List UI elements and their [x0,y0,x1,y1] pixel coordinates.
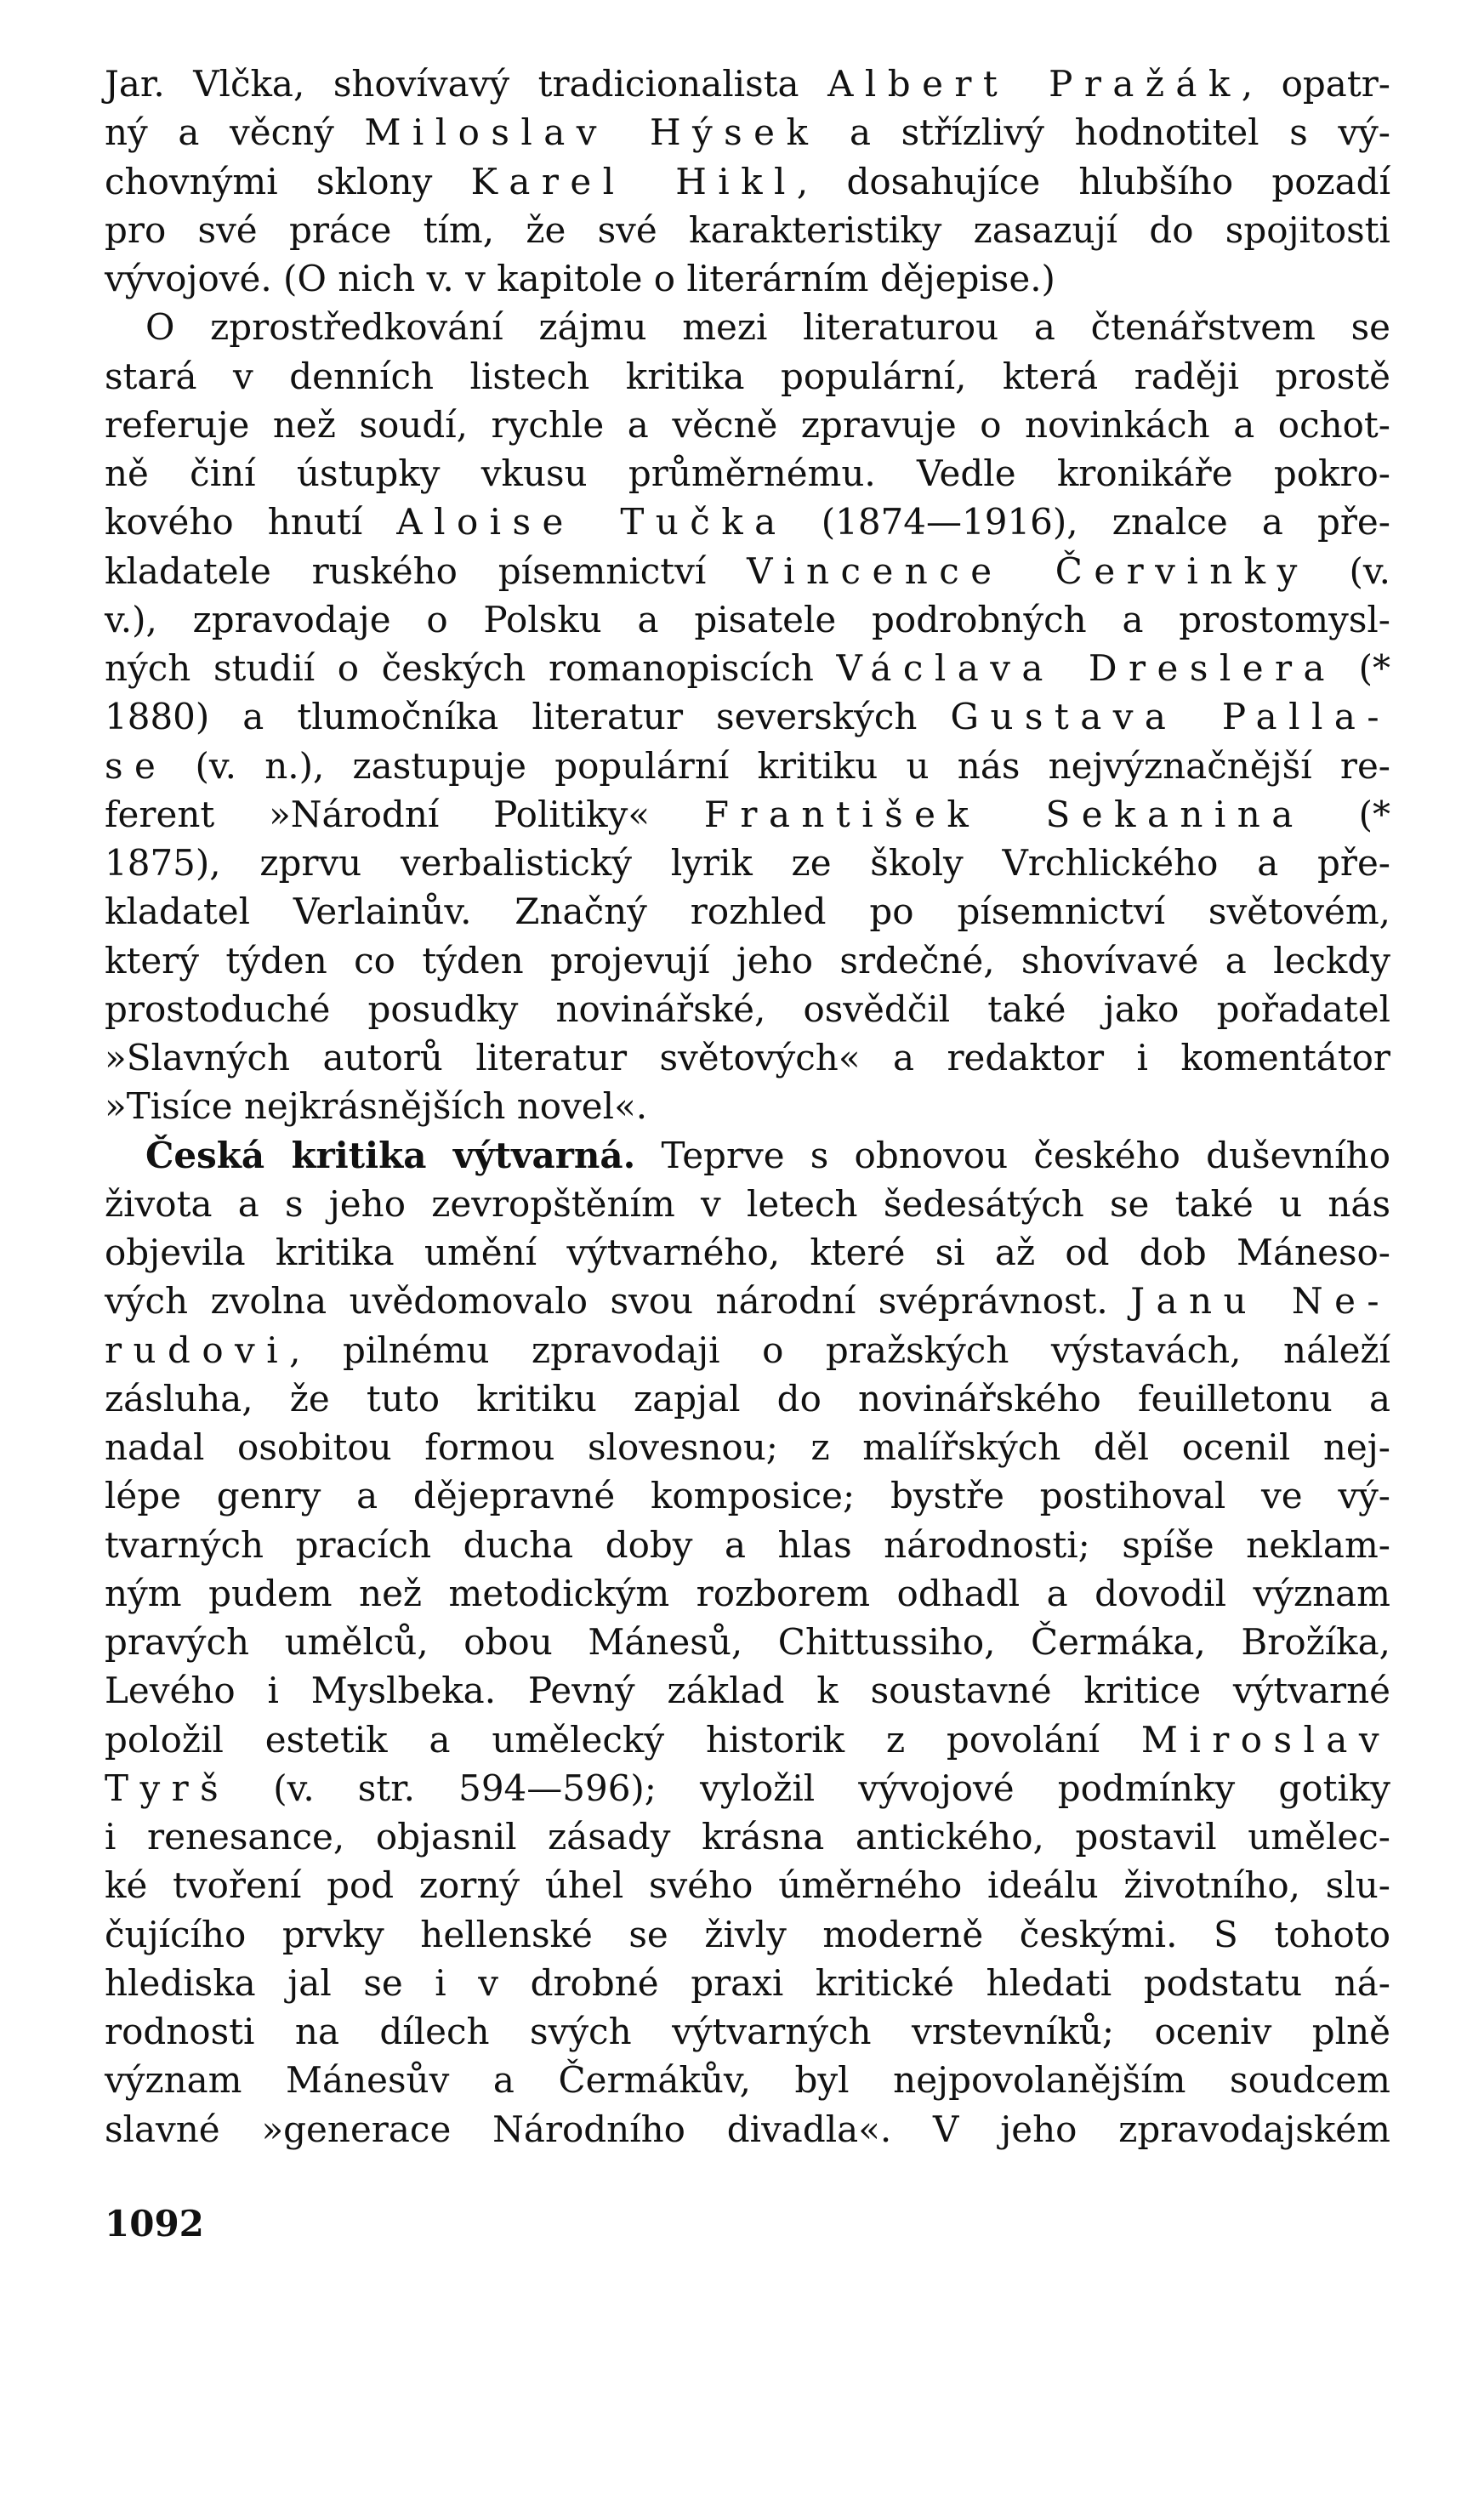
text-line [105,1228,1390,1277]
text-line [105,1569,1390,1618]
text-line [105,352,1390,401]
text-line [105,2056,1390,2104]
text-line [105,1471,1390,1520]
text-line [105,1861,1390,1909]
text-run: tvarných pracích ducha doby a hlas národnosti; spíše neklam- [105,1523,1390,1566]
text-line [105,742,1390,790]
text-run: položil estetik a umělecký historik z povolání [105,1718,1141,1761]
page-number: 1092 [105,2203,204,2245]
text-line [105,1326,1390,1374]
text-line [105,2105,1390,2154]
text-line [105,1666,1390,1715]
text-line [105,1716,1390,1764]
text-run: který týden co týden projevují jeho srdečné, shovívavé a leckdy [105,939,1390,982]
text-line [105,254,1390,303]
text-run: kladatele ruského písemnictví [105,549,748,592]
text-line [105,60,1390,108]
text-run: lépe genry a dějepravné komposice; bystře postihoval ve vý- [105,1475,1390,1517]
text-line [105,206,1390,254]
text-line [105,547,1390,595]
text-run: význam Mánesův a Čermákův, byl nejpovolanějším soudcem [105,2059,1390,2102]
text-run: objevila kritika umění výtvarného, které si až od dob Máneso- [105,1232,1390,1273]
spaced-name: Albert Pražák [827,63,1242,105]
text-line [105,2007,1390,2056]
text-run: rodnosti na dílech svých výtvarných vrstevníků; oceniv plně [105,2011,1390,2052]
text-line [105,1764,1390,1812]
text-run: v.), zpravodaje o Polsku a pisatele podrobných a prostomysl- [105,598,1390,640]
text-run: stará v denních listech kritika populární, která raději prostě [105,355,1390,397]
text-run: (* [1336,647,1390,689]
spaced-name: se [105,744,168,787]
page-body [105,60,1390,2154]
text-line [105,401,1390,449]
spaced-name: Janu Ne- [1130,1280,1390,1323]
text-line [105,1812,1390,1861]
text-line [105,303,1390,351]
text-run: vývojové. (O nich v. v kapitole o literárním dějepise.) [105,258,1055,299]
text-line [105,692,1390,741]
text-run: a střízlivý hodnotitel s vý- [819,111,1390,154]
text-line [105,108,1390,156]
text-line [105,839,1390,887]
text-run: pravých umělců, obou Mánesů, Chittussiho, Čermáka, Brožíka, [105,1621,1390,1663]
text-run: , pilnému zpravodaji o pražských výstavách, náleží [289,1329,1390,1371]
text-run: chovnými sklony [105,160,471,202]
text-line [105,1277,1390,1325]
text-line [105,936,1390,985]
text-line [105,498,1390,546]
text-run: »Slavných autorů literatur světových« a redaktor i komentátor [105,1037,1390,1078]
text-line [105,449,1390,498]
text-run: kového hnutí [105,501,397,543]
text-line [105,887,1390,936]
spaced-name: Miloslav Hýsek [364,111,820,154]
text-run: hlediska jal se i v drobné praxi kritické hledati podstatu ná- [105,1961,1390,2004]
text-run: referuje než soudí, rychle a věcně zpravuje o novinkách a ochot- [105,403,1390,446]
text-run: prostoduché posudky novinářské, osvědčil také jako pořadatel [105,987,1390,1030]
text-run: 1880) a tlumočníka literatur severských [105,696,951,738]
text-run: ké tvoření pod zorný úhel svého úměrného ideálu životního, slu- [105,1864,1390,1907]
text-line [105,1959,1390,2007]
text-run: 1875), zprvu verbalistický lyrik ze školy Vrchlického a pře- [105,842,1390,884]
text-run: , dosahujíce hlubšího pozadí [796,160,1390,202]
text-run: (v. str. 594—596); vyložil vývojové podmínky gotiky [230,1767,1390,1809]
spaced-name: rudovi [105,1329,290,1371]
text-run: vých zvolna uvědomovalo svou národní svéprávnost. [105,1280,1131,1323]
text-run: slavné »generace Národního divadla«. V jeho zpravodajském [105,2108,1390,2150]
text-line [105,790,1390,839]
text-line [105,1374,1390,1423]
text-line [105,985,1390,1033]
text-run: ným pudem než metodickým rozborem odhadl a dovodil význam [105,1572,1390,1614]
text-line [105,1180,1390,1228]
spaced-name: Aloise Tučka [396,501,787,543]
spaced-name: Tyrš [105,1767,230,1809]
text-run: ně činí ústupky vkusu průměrnému. Vedle kronikáře pokro- [105,452,1390,494]
text-line [105,1618,1390,1666]
text-run: , opatr- [1241,63,1390,105]
text-run: i renesance, objasnil zásady krásna antického, postavil umělec- [105,1816,1390,1858]
text-run: kladatel Verlainův. Značný rozhled po písemnictví světovém, [105,890,1390,933]
text-line [105,1033,1390,1082]
text-line [105,644,1390,692]
text-run: Levého i Myslbeka. Pevný základ k soustavné kritice výtvarné [105,1670,1390,1712]
text-run: ných studií o českých romanopiscích [105,647,837,689]
spaced-name: František Sekanina [703,793,1305,835]
spaced-name: Gustava Palla- [950,696,1390,738]
text-run: (v. [1308,549,1391,592]
text-run: (1874—1916), znalce a pře- [787,501,1390,543]
spaced-name: Vincence Červinky [747,549,1309,592]
text-run: (* [1304,793,1390,835]
text-run: ferent »Národní Politiky« [105,793,704,835]
spaced-name: Václava Dreslera [836,647,1336,689]
section-heading: Česká kritika výtvarná. [145,1134,636,1176]
text-run: zásluha, že tuto kritiku zapjal do novinářského feuilletonu a [105,1377,1390,1420]
text-line [105,1423,1390,1471]
text-run: čujícího prvky hellenské se živly moderně českými. S tohoto [105,1913,1390,1955]
text-run: nadal osobitou formou slovesnou; z malířských děl ocenil nej- [105,1426,1390,1468]
text-line [105,1521,1390,1569]
text-run: O zprostředkování zájmu mezi literaturou a čtenářstvem se [145,306,1390,349]
text-run: ný a věcný [105,111,365,154]
text-run: »Tisíce nejkrásnějších novel«. [105,1085,648,1128]
text-run: (v. n.), zastupuje populární kritiku u nás nejvýznačnější re- [167,744,1390,787]
text-line [105,1131,1390,1180]
spaced-name: Karel Hikl [470,160,797,202]
text-run: Jar. Vlčka, shovívavý tradicionalista [105,63,828,105]
text-line [105,595,1390,644]
text-run: života a s jeho zevropštěním v letech šedesátých se také u nás [105,1182,1390,1225]
text-line [105,1082,1390,1130]
text-line [105,157,1390,206]
text-line [105,1910,1390,1959]
text-run: pro své práce tím, že své karakteristiky zasazují do spojitosti [105,208,1390,251]
spaced-name: Miroslav [1140,1718,1390,1761]
text-run: Teprve s obnovou českého duševního [635,1134,1390,1176]
